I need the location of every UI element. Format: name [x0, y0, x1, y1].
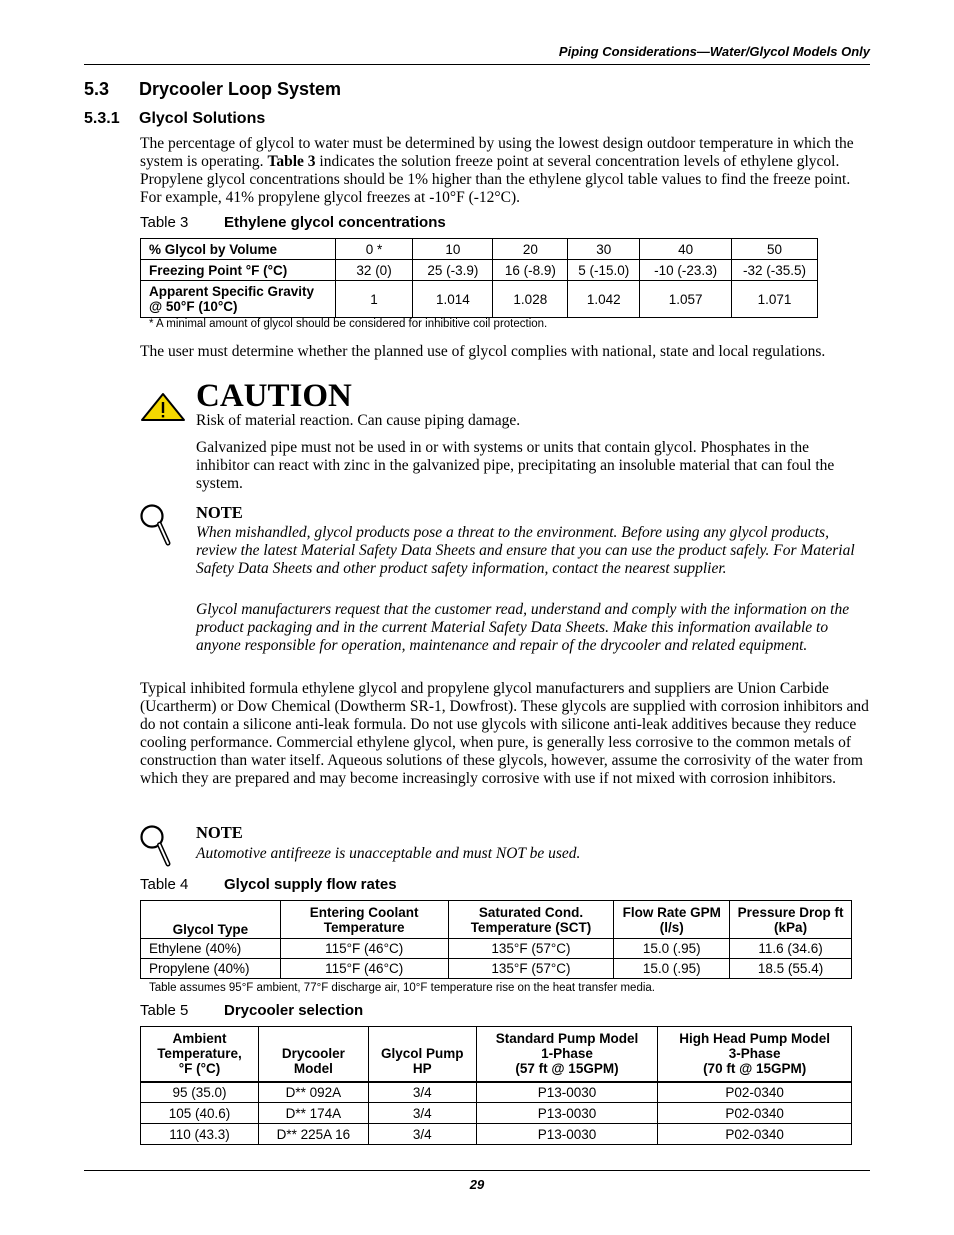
table-cell: 5 (-15.0): [568, 260, 640, 281]
table-cell: 20: [493, 239, 568, 260]
table-cell: 115°F (46°C): [280, 939, 448, 959]
table-4-footnote: Table assumes 95°F ambient, 77°F discharge air, 10°F temperature rise on the heat transfer media.: [149, 982, 655, 994]
table-cell: 30: [568, 239, 640, 260]
para1-text-b: indicates the solution freeze point at several concentration levels of ethylene glycol. Propylene glycol concentrations should be 1% higher than the ethylene glycol table values to find the freeze point. For example, 41% propylene glycol freezes at -10°F (-12°C).: [140, 153, 851, 206]
table-cell: 105 (40.6): [141, 1103, 259, 1124]
note-1-heading: NOTE: [196, 503, 243, 522]
section-title: Drycooler Loop System: [139, 79, 342, 99]
column-header: [141, 1027, 259, 1082]
column-header: Pressure Drop ft (kPa): [730, 901, 852, 939]
running-header: Piping Considerations—Water/Glycol Models Only: [558, 44, 870, 59]
page-number: 29: [469, 1177, 485, 1192]
table-cell: Ethylene (40%): [141, 939, 281, 959]
table-cell: 1.014: [413, 281, 493, 318]
table-cell: 40: [640, 239, 732, 260]
glycol-flow-rates-table: [140, 900, 852, 979]
column-header: Entering Coolant Temperature: [280, 901, 448, 939]
table-cell: 3/4: [368, 1124, 476, 1145]
ethylene-glycol-table: [140, 238, 818, 318]
header-line: 1-Phase: [541, 1046, 593, 1062]
table-cell: -10 (-23.3): [640, 260, 732, 281]
table-cell: P13-0030: [476, 1103, 658, 1124]
table-cell: D** 174A: [258, 1103, 368, 1124]
table-cell: 1.042: [568, 281, 640, 318]
table-cell: P13-0030: [476, 1082, 658, 1103]
table-cell: 50: [732, 239, 818, 260]
table-cell: 16 (-8.9): [493, 260, 568, 281]
regulations-paragraph: The user must determine whether the planned use of glycol complies with national, state and local regulations.: [140, 343, 826, 360]
table-3-reference: Table 3: [267, 153, 316, 170]
table-cell: 1.071: [732, 281, 818, 318]
column-header: [658, 1027, 852, 1082]
table-cell: 1.057: [640, 281, 732, 318]
table-cell: 1: [335, 281, 413, 318]
table-row: [141, 239, 818, 260]
table-header-row: [141, 1027, 852, 1082]
table-cell: 32 (0): [335, 260, 413, 281]
para1-text-a: The percentage of glycol to water must be determined by using the lowest design outdoor temperature in which the system is operating.: [140, 135, 854, 170]
table-cell: 25 (-3.9): [413, 260, 493, 281]
header-line: (70 ft @ 15GPM): [703, 1061, 807, 1077]
subsection-number: 5.3.1: [84, 110, 120, 127]
header-line: Ambient: [172, 1031, 227, 1047]
subsection-title: Glycol Solutions: [139, 110, 266, 127]
table-row: [141, 959, 852, 979]
table-4-caption: [140, 876, 397, 893]
column-header: [368, 1027, 476, 1082]
magnifying-glass-icon: [138, 823, 174, 869]
table-3-title: Ethylene glycol concentrations: [224, 214, 446, 231]
magnifying-glass-icon: [138, 502, 174, 548]
table-cell: -32 (-35.5): [732, 260, 818, 281]
table-cell: 18.5 (55.4): [730, 959, 852, 979]
row-header: % Glycol by Volume: [141, 239, 336, 260]
footer-rule: [84, 1170, 870, 1171]
table-row: [141, 939, 852, 959]
table-cell: P02-0340: [658, 1103, 852, 1124]
table-3-caption: [140, 214, 446, 231]
header-line: HP: [412, 1060, 432, 1076]
table-cell: D** 092A: [258, 1082, 368, 1103]
table-3-footnote: * A minimal amount of glycol should be considered for inhibitive coil protection.: [149, 318, 548, 330]
table-row: [141, 1124, 852, 1145]
column-header: [258, 1027, 368, 1082]
table-header-row: [141, 901, 852, 939]
table-row: [141, 260, 818, 281]
note-1-environment-text: When mishandled, glycol products pose a threat to the environment. Before using any glycol products, review the latest Material Safety Data Sheets and ensure that you can use the product safely. For Material Safety Data Sheets and other product safety information, contact the nearest supplier.: [196, 524, 855, 577]
header-line: Drycooler: [281, 1045, 345, 1061]
glycol-intro-paragraph: [140, 135, 872, 207]
column-header: Glycol Type: [141, 901, 281, 939]
header-rule: [84, 64, 870, 65]
column-header: Saturated Cond. Temperature (SCT): [448, 901, 614, 939]
table-5-label: Table 5: [140, 1002, 189, 1019]
table-cell: Propylene (40%): [141, 959, 281, 979]
table-cell: 115°F (46°C): [280, 959, 448, 979]
subsection-heading: [84, 110, 265, 128]
header-line: 3-Phase: [728, 1046, 781, 1062]
note-2-antifreeze-text: Automotive antifreeze is unacceptable and must NOT be used.: [196, 845, 581, 862]
table-4-title: Glycol supply flow rates: [224, 876, 397, 893]
table-cell: P02-0340: [658, 1082, 852, 1103]
table-5-caption: [140, 1002, 363, 1019]
table-cell: 10: [413, 239, 493, 260]
header-line: Standard Pump Model: [495, 1031, 639, 1047]
note-2-heading: NOTE: [196, 823, 243, 842]
table-4-label: Table 4: [140, 876, 189, 893]
caution-detail-text: Galvanized pipe must not be used in or with systems or units that contain glycol. Phosphates in the inhibitor can react with zinc in the galvanized pipe, precipitating an insoluble material that can foul the system.: [196, 439, 835, 492]
table-3-label: Table 3: [140, 214, 189, 231]
section-number: 5.3: [84, 79, 110, 99]
table-cell: 95 (35.0): [141, 1082, 259, 1103]
table-row: [141, 281, 818, 318]
table-cell: 135°F (57°C): [448, 959, 614, 979]
table-cell: 110 (43.3): [141, 1124, 259, 1145]
header-line: (57 ft @ 15GPM): [515, 1061, 619, 1077]
column-header: [476, 1027, 658, 1082]
table-row: [141, 1103, 852, 1124]
column-header: Flow Rate GPM (l/s): [614, 901, 730, 939]
caution-heading: CAUTION: [196, 378, 352, 414]
table-cell: P02-0340: [658, 1124, 852, 1145]
table-cell: 15.0 (.95): [614, 939, 730, 959]
table-row: [141, 1082, 852, 1103]
header-line: °F (°C): [178, 1061, 221, 1077]
header-line: Glycol Pump: [380, 1045, 464, 1061]
row-header: Freezing Point °F (°C): [141, 260, 336, 281]
table-cell: 15.0 (.95): [614, 959, 730, 979]
table-cell: 3/4: [368, 1082, 476, 1103]
note-1-manufacturer-text: Glycol manufacturers request that the customer read, understand and comply with the information on the product packaging and in the current Material Safety Data Sheets. Make this information available to anyone responsible for operation, maintenance and repair of the drycooler and related equipment.: [196, 601, 850, 654]
header-line: Model: [293, 1060, 333, 1076]
drycooler-selection-table: [140, 1026, 852, 1145]
table-cell: 135°F (57°C): [448, 939, 614, 959]
table-cell: 11.6 (34.6): [730, 939, 852, 959]
table-5-title: Drycooler selection: [224, 1002, 364, 1019]
warning-triangle-icon: [140, 392, 186, 422]
header-line: Temperature,: [157, 1046, 242, 1062]
caution-risk-text: Risk of material reaction. Can cause piping damage.: [196, 412, 521, 429]
table-cell: 3/4: [368, 1103, 476, 1124]
glycol-suppliers-paragraph: Typical inhibited formula ethylene glycol and propylene glycol manufacturers and suppliers are Union Carbide (Ucartherm) or Dow Chemical (Dowtherm SR-1, Dowfrost). These glycols are supplied with corrosion inhibitors and do not contain a silicone anti-leak formula. Do not use glycols with silicone anti-leak additives because they reduce cooling performance. Commercial ethylene glycol, when pure, is generally less corrosive to the common metals of construction than water itself. Aqueous solutions of these glycols, however, assume the corrosivity of the water from which they are prepared and may become increasingly corrosive with use if not mixed with corrosion inhibitors.: [140, 680, 869, 787]
row-header: Apparent Specific Gravity @ 50°F (10°C): [141, 281, 336, 318]
table-cell: D** 225A 16: [258, 1124, 368, 1145]
table-cell: 1.028: [493, 281, 568, 318]
table-cell: 0 *: [335, 239, 413, 260]
table-cell: P13-0030: [476, 1124, 658, 1145]
section-heading: [84, 79, 341, 100]
header-line: High Head Pump Model: [679, 1031, 831, 1047]
